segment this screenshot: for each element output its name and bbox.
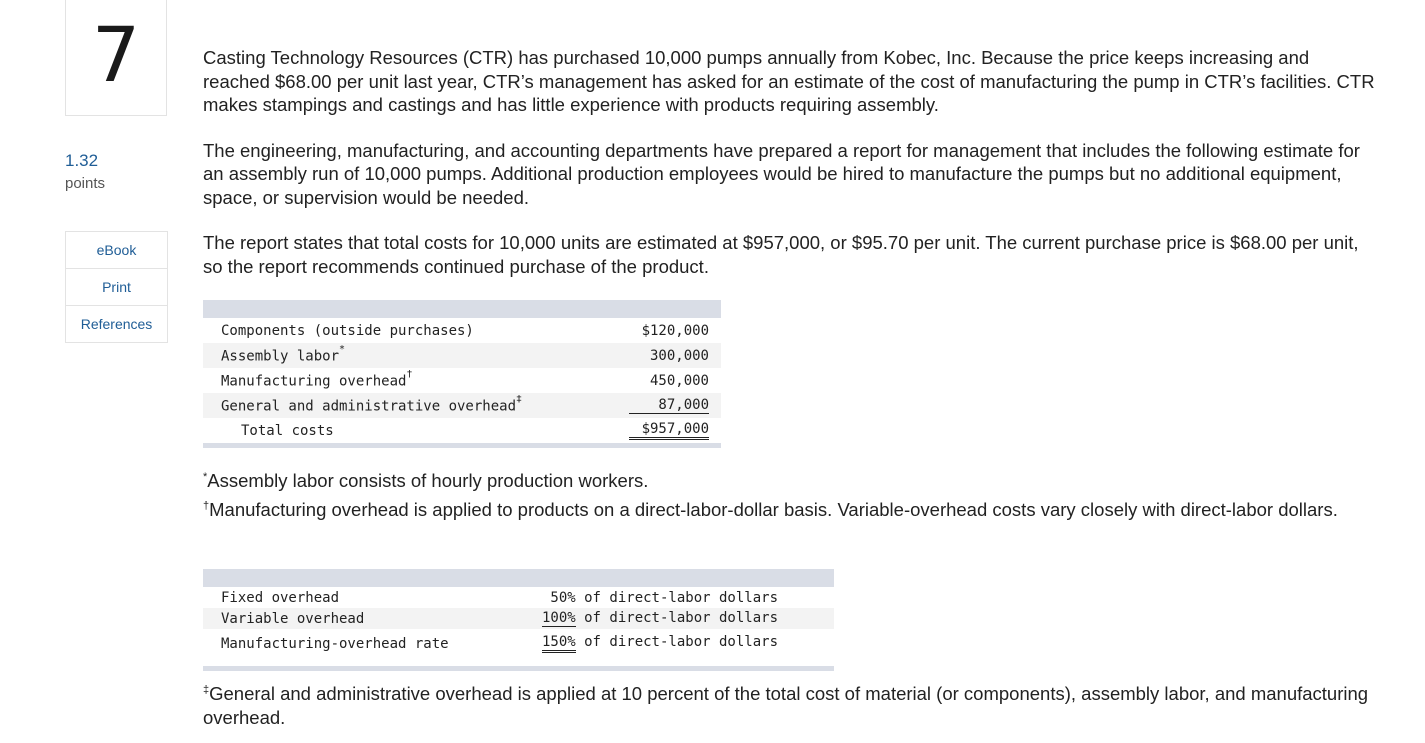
ebook-link[interactable]: eBook — [66, 232, 167, 269]
row-suffix: of direct-labor dollars — [575, 610, 778, 626]
points-label: points — [65, 175, 106, 192]
total-label: Total costs — [241, 422, 334, 439]
total-label: Manufacturing-overhead rate — [221, 635, 449, 652]
table-header-band — [203, 569, 834, 587]
row-amount: $120,000 — [641, 322, 709, 339]
total-amount: $957,000 — [629, 421, 709, 440]
points-value: 1.32 — [65, 151, 99, 170]
resource-links — [65, 231, 168, 343]
table-row — [203, 318, 721, 343]
row-amount: 450,000 — [649, 372, 709, 389]
cost-estimate-table — [203, 300, 721, 448]
footnote-mark: † — [406, 368, 413, 380]
row-amount: 87,000 — [629, 397, 709, 414]
table-row — [203, 608, 834, 629]
row-label: Variable overhead — [221, 610, 365, 627]
footnote-ga — [203, 682, 1378, 729]
footnote-mark: * — [339, 343, 346, 355]
table-total-row — [203, 418, 721, 443]
footnote-overhead — [203, 498, 1378, 522]
table-footer-band — [203, 666, 834, 671]
question-text — [203, 46, 1378, 300]
question-number: 7 — [91, 9, 141, 99]
paragraph-recommendation: The report states that total costs for 10,000 units are estimated at $957,000, or $95.70 per unit. The current purchase price is $68.00 per unit, so the report recommends continued purchase of the product. — [203, 232, 1359, 277]
footnote-text: Assembly labor consists of hourly production workers. — [207, 470, 649, 491]
references-link[interactable]: References — [80, 316, 153, 332]
table-footer-band — [203, 443, 721, 448]
footnote-text: Manufacturing overhead is applied to products on a direct-labor-dollar basis. Variable-overhead costs vary closely with direct-labor dollars. — [209, 499, 1338, 520]
overhead-rate-table — [203, 569, 834, 671]
row-label: Assembly labor — [221, 348, 340, 365]
table-row — [203, 587, 834, 608]
row-label: Fixed overhead — [221, 589, 340, 606]
total-suffix: of direct-labor dollars — [575, 634, 778, 650]
row-amount: 300,000 — [649, 347, 709, 364]
total-percent: 150% — [542, 634, 576, 653]
row-suffix: of direct-labor dollars — [575, 589, 778, 606]
footnote-mark: † — [203, 499, 210, 512]
footnote-labor — [203, 469, 1378, 493]
row-label: Manufacturing overhead — [221, 373, 407, 390]
paragraph-intro: Casting Technology Resources (CTR) has purchased 10,000 pumps annually from Kobec, Inc. Because the price keeps increasing and reached $68.00 per unit last year, CTR’s management has asked for an estimate of the cost of manufacturing the pump in CTR’s facilities. CTR makes stampings and castings and has little experience with products requiring assembly. — [203, 47, 1375, 115]
table-header-band — [203, 300, 721, 318]
question-number-box — [65, 0, 167, 116]
table-row — [203, 343, 721, 368]
table-row — [203, 368, 721, 393]
table-total-row — [203, 629, 834, 658]
row-percent: 100% — [541, 610, 576, 626]
row-percent: 50% — [550, 589, 576, 606]
table-row — [203, 393, 721, 418]
print-link[interactable]: Print — [66, 269, 167, 306]
row-label: General and administrative overhead — [221, 398, 517, 415]
footnote-mark: * — [203, 470, 208, 483]
footnote-mark: ‡ — [203, 683, 210, 696]
paragraph-report: The engineering, manufacturing, and accounting departments have prepared a report for management that includes the following estimate for an assembly run of 10,000 pumps. Additional production employees would be hired to manufacture the pumps but no additional equipment, space, or supervision would be needed. — [203, 139, 1360, 208]
row-label: Components (outside purchases) — [221, 322, 474, 339]
footnote-text: General and administrative overhead is applied at 10 percent of the total cost of material (or components), assembly labor, and manufacturing overhead. — [203, 683, 1369, 728]
footnote-mark: ‡ — [516, 393, 523, 405]
